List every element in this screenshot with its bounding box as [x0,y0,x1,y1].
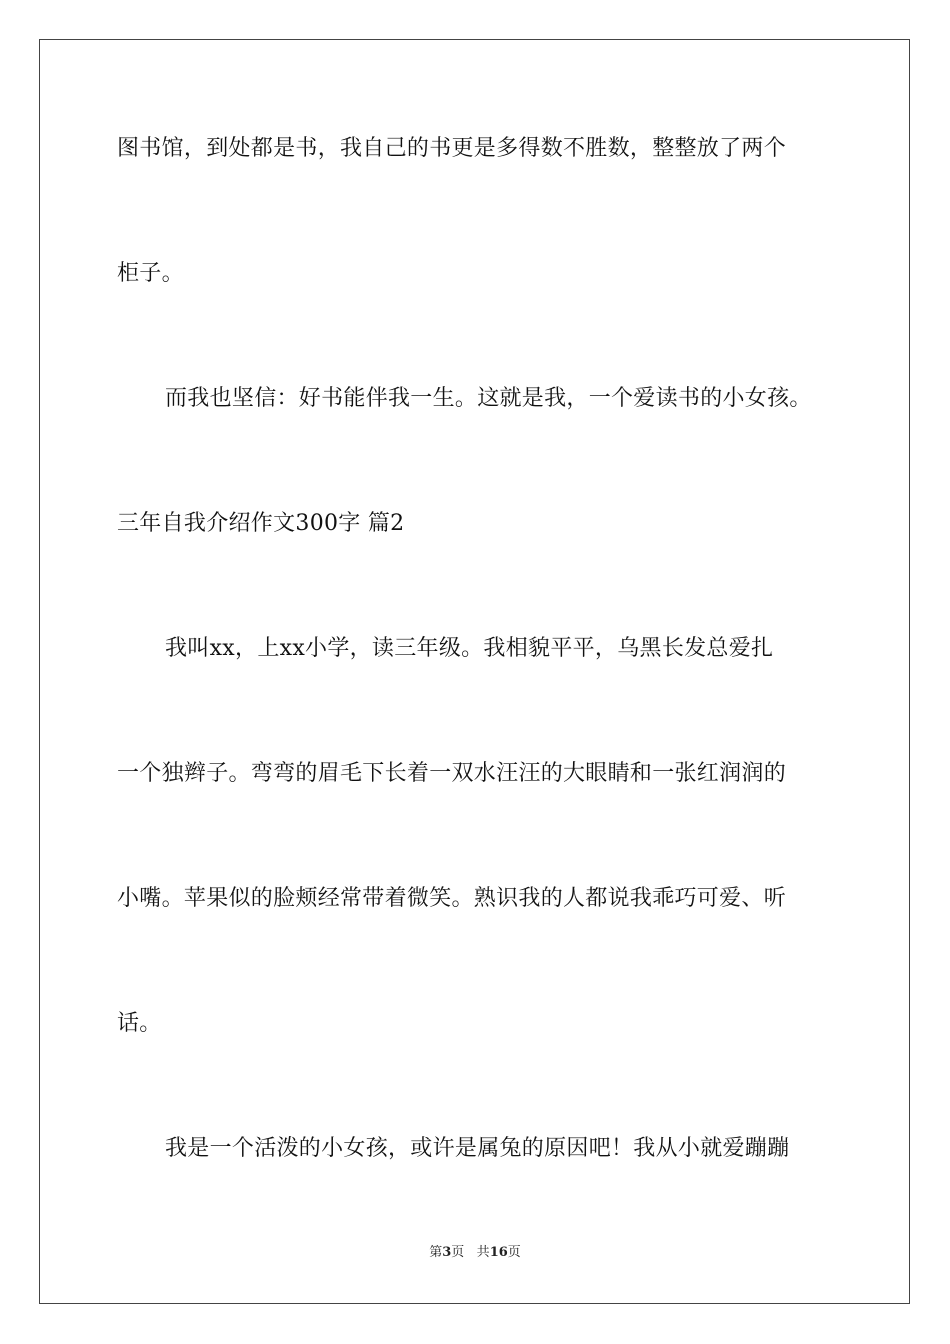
total-suffix: 页 [507,1245,521,1260]
page-border [39,39,910,1304]
total-pages: 16 [489,1245,508,1260]
body-line-8: 话。 [117,1011,162,1036]
body-line-2: 柜子。 [117,261,184,286]
page-footer [0,1244,950,1262]
total-prefix: 共 [476,1245,490,1260]
body-line-7: 小嘴。苹果似的脸颊经常带着微笑。熟识我的人都说我乖巧可爱、听 [117,886,787,911]
section-heading: 三年自我介绍作文300字 篇2 [117,511,405,536]
page-suffix: 页 [451,1245,465,1260]
page-prefix: 第 [429,1245,443,1260]
page-number: 3 [442,1245,452,1260]
body-line-5: 我叫xx，上xx小学，读三年级。我相貌平平，乌黑长发总爱扎 [165,636,774,661]
body-line-1: 图书馆，到处都是书，我自己的书更是多得数不胜数，整整放了两个 [117,136,787,161]
body-line-6: 一个独辫子。弯弯的眉毛下长着一双水汪汪的大眼睛和一张红润润的 [117,761,787,786]
body-line-3: 而我也坚信：好书能伴我一生。这就是我，一个爱读书的小女孩。 [165,386,812,411]
body-line-9: 我是一个活泼的小女孩，或许是属兔的原因吧！我从小就爱蹦蹦 [165,1136,790,1161]
